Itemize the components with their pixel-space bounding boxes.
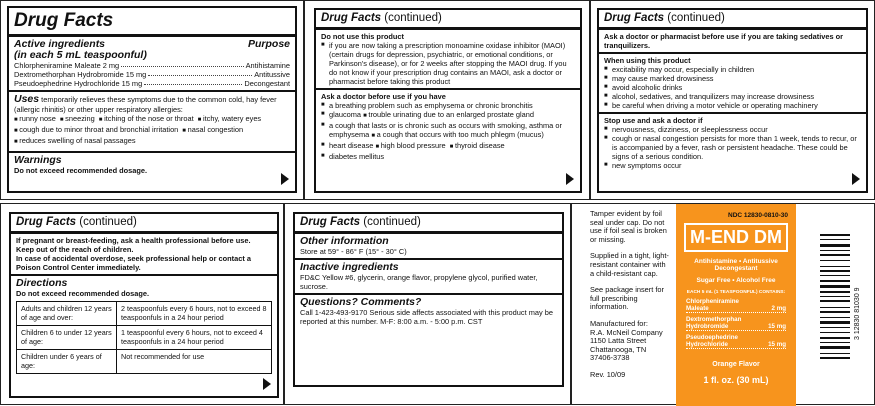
drug-facts-title: Drug Facts (continued) <box>295 214 562 234</box>
each-contains: EACH 5 mL (1 TEASPOONFUL) CONTAINS: <box>686 290 786 295</box>
barcode-bar <box>820 234 850 236</box>
barcode-bar <box>820 250 850 251</box>
drug-facts-box <box>314 8 582 193</box>
sugar-free: Sugar Free • Alcohol Free <box>696 277 776 284</box>
barcode-bar <box>820 357 850 359</box>
barcode-bar <box>820 307 850 308</box>
do-not-use-section: Do not use this product ■ if you are now taking a prescription monoamine oxidase inhibitor (MAOI) (certain drugs for depression, psychiatric, or emotional conditions, or Parkinson's disease), or for 2 weeks after stopping the MAOI drug. If you do not know if your prescription drug contains an MAOI, ask a doctor or pharmacist before taking this product <box>316 30 580 90</box>
brand-panel <box>676 204 796 406</box>
barcode-bar <box>820 270 850 272</box>
manufacturer-label: Manufactured for: <box>590 318 648 328</box>
stop-use-section: Stop use and ask a doctor if ■ nervousness, dizziness, or sleeplessness occur ■ cough or nasal congestion persists for more than 1 week, tends to recur, or is accompanied by a fever, rash or persistent headache. These could be signs of a serious condition. ■ new symptoms occur <box>599 114 866 172</box>
when-using-section: When using this product ■ excitability may occur, especially in children ■ may cause marked drowsiness ■ avoid alcoholic drinks ■ alcohol, sedatives, and tranquilizers may increase drowsiness ■ be careful when driving a motor vehicle or operating machinery <box>599 54 866 114</box>
active-ingredients-sub: (in each 5 mL teaspoonful) <box>14 49 147 61</box>
drug-facts-title: Drug Facts <box>9 8 295 37</box>
drug-facts-title: Drug Facts (continued) <box>316 10 580 30</box>
label-panel-2 <box>304 0 590 200</box>
table-row: Adults and children 12 years of age and over: 2 teaspoonfuls every 6 hours, not to exceed 8 teaspoonfuls in a 24 hour period <box>17 302 272 326</box>
barcode-number: 3 12830 81030 9 <box>854 287 861 341</box>
barcode-bar <box>820 254 850 256</box>
continue-arrow-icon <box>263 378 271 390</box>
warnings-label: Warnings <box>14 154 62 166</box>
barcode-bar <box>820 311 850 313</box>
brand-sub-1: Antihistamine • Antitussive <box>694 258 778 265</box>
drug-facts-box <box>7 6 297 193</box>
barcode-bar <box>820 346 850 349</box>
barcode-bar <box>820 260 850 261</box>
directions-table <box>16 301 272 374</box>
brand-name: M-END DM <box>690 227 782 247</box>
label-panel-5 <box>284 203 571 405</box>
ask-pharmacist-section: Ask a doctor or pharmacist before use if you are taking sedatives or tranquilizers. <box>599 30 866 54</box>
directions-section: Directions Do not exceed recommended dosage. Adults and children 12 years of age and over: 2 teaspoonfuls every 6 hours, not to exceed 8 teaspoonfuls in a 24 hour period Children 6 to under 12 years of age: 1 teaspoonful every 6 hours, not to exceed 4 teaspoonfuls in a 24 hour period Children under 6 years of age: Not recommended for use <box>11 276 277 374</box>
package-panel <box>571 203 875 405</box>
barcode-bar <box>820 244 850 247</box>
barcode-bar <box>820 337 850 339</box>
barcode-bar <box>820 280 850 282</box>
package-info: Tamper evident by foil seal under cap. Do not use if foil seal is broken or missing. Supplied in a tight, light-resistant container with a child-resistant cap. See package insert for full prescribing information. Manufactured for: R.A. McNeil Company 1150 Latta Street Chattanooga, TN 37406-3738 Rev. 10/09 <box>590 209 669 379</box>
purpose-label: Purpose <box>247 38 290 50</box>
insert-text: See package insert for full prescribing information. <box>590 285 664 312</box>
uses-section: Uses temporarily relieves these symptoms due to the common cold, hay fever (allergic rhinitis) or other upper respiratory allergies: ■ runny nose■ sneezing■ itching of the nose or throat■ itchy, watery eyes ■ cough due to minor throat and bronchial irritation■ nasal congestion ■ reduces swelling of nasal passages <box>9 92 295 153</box>
barcode-bar <box>820 332 850 333</box>
table-row: Children 6 to under 12 years of age: 1 teaspoonful every 6 hours, not to exceed 4 teaspoonfuls in a 24 hour period <box>17 326 272 350</box>
barcode-bar <box>820 275 850 276</box>
barcode-bar <box>820 239 850 240</box>
ingredient-row: Dextromethorphan Hydrobromide 15 mg Antitussive <box>14 70 290 79</box>
tamper-text: Tamper evident by foil seal under cap. Do not use if foil seal is broken or missing. <box>590 209 667 244</box>
drug-facts-box <box>597 8 868 193</box>
active-ingredients-label: Active ingredients <box>14 38 106 50</box>
ingredient-row: Chlorpheniramine Maleate 2 mg Antihistamine <box>14 61 290 70</box>
inactive-ingredients-section: Inactive ingredients FD&C Yellow #6, glycerin, orange flavor, propylene glycol, purified water, sucrose. <box>295 260 562 295</box>
ndc-number: NDC 12830-0810-30 <box>728 212 788 219</box>
barcode-bar <box>820 327 850 328</box>
questions-section: Questions? Comments? Call 1-423-493-9170 Serious side affects associated with this product may be reported at this number. M-F: 8:00 a.m. - 5:00 p.m. CST <box>300 296 553 326</box>
barcode-bar <box>820 296 850 297</box>
label-panel-1 <box>0 0 304 200</box>
ask-doctor-section: Ask a doctor before use if you have ■ a breathing problem such as emphysema or chronic bronchitis ■ glaucoma ■ trouble urinating due to an enlarged prostate gland ■ a cough that lasts or is chronic such as occurs with smoking, asthma or emphysema ■ a cough that occurs with too much phlegm (mucus) ■ heart disease ■ high blood pressure■ thyroid disease ■ diabetes mellitus <box>316 90 580 163</box>
other-info-section: Other information Store at 59° - 86° F (15° - 30° C) <box>295 234 562 260</box>
revision-text: Rev. 10/09 <box>590 369 626 379</box>
barcode-bar <box>820 321 850 324</box>
uses-text: temporarily relieves these symptoms due to the common cold, hay fever (allergic rhinitis) or other upper respiratory allergies: <box>14 95 277 114</box>
flavor: Orange Flavor <box>712 361 760 368</box>
drug-facts-title: Drug Facts (continued) <box>599 10 866 30</box>
barcode <box>820 234 850 384</box>
ingredient-row: Pseudoephedrine Hydrochloride 15 mg Decongestant <box>14 79 290 88</box>
table-row: Children under 6 years of age: Not recommended for use <box>17 350 272 374</box>
volume: 1 fl. oz. (30 mL) <box>703 375 769 385</box>
drug-facts-title: Drug Facts (continued) <box>11 214 277 234</box>
barcode-bar <box>820 353 850 354</box>
warnings-section <box>9 153 295 177</box>
pregnancy-section: If pregnant or breast-feeding, ask a health professional before use. Keep out of the reach of children. In case of accidental overdose, seek professional help or contact a Poison Control Center immediately. <box>11 234 277 276</box>
uses-label: Uses <box>14 93 40 105</box>
barcode-bar <box>820 266 850 267</box>
barcode-bar <box>820 300 850 302</box>
continue-arrow-icon <box>566 173 574 185</box>
contents-list: Chlorpheniramine Maleate 2 mg Dextromethorphan Hydrobromide 15 mg Pseudoephedrine Hydrochloride 15 mg <box>686 298 786 348</box>
barcode-bar <box>820 285 850 288</box>
uses-list: ■ runny nose■ sneezing■ itching of the nose or throat■ itchy, watery eyes <box>14 114 290 125</box>
drug-facts-box <box>9 212 279 398</box>
barcode-bar <box>820 317 850 318</box>
barcode-bar <box>820 342 850 343</box>
active-ingredients-section <box>9 37 295 92</box>
continue-arrow-icon <box>281 173 289 185</box>
barcode-bar <box>820 291 850 293</box>
continue-arrow-icon <box>852 173 860 185</box>
label-panel-4 <box>0 203 284 405</box>
label-panel-3 <box>590 0 875 200</box>
supplied-text: Supplied in a tight, light-resistant container with a child-resistant cap. <box>590 251 669 278</box>
brand-box <box>684 223 788 252</box>
drug-facts-box <box>293 212 564 387</box>
brand-sub-2: Decongestant <box>714 265 758 272</box>
warnings-text: Do not exceed recommended dosage. <box>14 166 148 175</box>
